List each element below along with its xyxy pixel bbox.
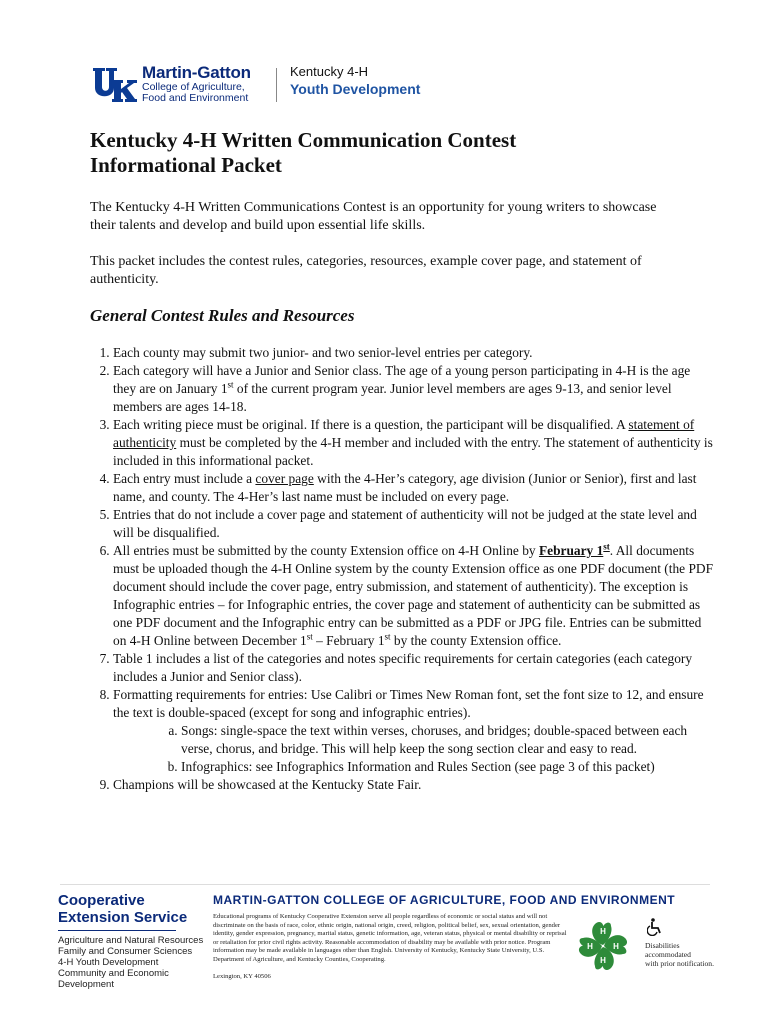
rules-list [90,344,713,794]
rule-2-sup: st [227,379,234,390]
statement-of-authenticity-link[interactable]: statement of authenticity [113,417,695,450]
footer-location: Lexington, KY 40506 [213,972,271,980]
rule-9-text: Champions will be showcased at the Kentucky State Fair. [113,777,422,792]
rule-6-text-a: All entries must be submitted by the county Extension office on 4-H Online by [113,543,539,558]
uk-logo-icon [92,66,138,104]
rule-6-sup1: st [306,631,313,642]
ces-rule [58,930,176,931]
rule-item [113,686,713,776]
svg-text:H: H [600,956,606,965]
wheelchair-icon [647,918,663,936]
footer-divider [60,884,710,885]
ces-line2: Extension Service [58,909,188,926]
unit-item: Agriculture and Natural Resources [58,935,204,946]
program-line2: Youth Development [290,81,421,97]
access-line3: with prior notification. [645,959,714,968]
header-divider [276,68,277,102]
ces-line1: Cooperative [58,892,145,909]
rule-8-text: Formatting requirements for entries: Use Calibri or Times New Roman font, set the font size to 12, and ensure the text is double-spaced (except for song and infographic entries). [113,687,704,720]
rule-item [113,416,713,470]
sub-rule-item [181,758,713,776]
college-name: Martin-Gatton [142,63,251,82]
college-banner: MARTIN-GATTON COLLEGE OF AGRICULTURE, FOOD AND ENVIRONMENT [213,893,676,907]
access-line2: accommodated [645,950,691,959]
rule-item [113,344,713,362]
college-sub1: College of Agriculture, [142,81,245,93]
access-line1: Disabilities [645,941,680,950]
rule-6-text-c: – February 1 [312,633,385,648]
section-title: General Contest Rules and Resources [90,306,355,325]
rule-item [113,650,713,686]
rule-4-text-b: with the 4-Her’s category, age division (Junior or Senior), first and last name, and county. The 4-Her’s last name must be included on every page. [113,471,697,504]
rule-3-text-a: Each writing piece must be original. If there is a question, the participant will be disqualified. A [113,417,629,432]
rule-3-text-b: must be completed by the 4-H member and included with the entry. The statement of authenticity is included in this informational packet. [113,435,713,468]
rule-8a-text: Songs: single-space the text within verses, choruses, and bridges; double-spaced between each verse, chorus, and bridge. This will help keep the song section clear and easy to read. [181,723,688,756]
rule-7-text: Table 1 includes a list of the categories and notes specific requirements for certain categories (each category includes a Junior and Senior class). [113,651,693,684]
cover-page-link[interactable]: cover page [255,471,314,486]
cooperative-extension-block [58,892,208,990]
page-header [92,64,512,108]
4h-clover-icon [575,918,631,974]
rule-1-text: Each county may submit two junior- and two senior-level entries per category. [113,345,533,360]
deadline-sup: st [603,541,610,552]
rule-6-text-b: . All documents must be uploaded though the 4-H Online system by the county Extension office as one PDF document (the PDF document should include the cover page, entry submission, and statement of authenticity). The exception is Infographic entries – for Infographic entries, the cover page and statement of authenticity can be submitted as one PDF document and the Infographic entry can be submitted as a PDF or JPG file. Entries can be submitted on 4-H Online between December 1 [113,543,714,648]
rule-item [113,506,713,542]
program-line1: Kentucky 4-H [290,64,369,79]
rule-6-sup2: st [384,631,391,642]
rule-item [113,470,713,506]
rule-6-text-d: by the county Extension office. [390,633,562,648]
program-block [290,64,420,98]
unit-item: Community and Economic Development [58,968,169,990]
rule-2-text-a: Each category will have a Junior and Senior class. The age of a young person participating in 4-H is the age they are on January 1 [113,363,691,396]
unit-item: Family and Consumer Sciences [58,946,193,957]
page-title [90,128,690,178]
title-line2: Informational Packet [90,153,282,177]
deadline-date: February 1 [538,543,604,558]
rule-8b-text: Infographics: see Infographics Information and Rules Section (see page 3 of this packet) [181,759,655,774]
rule-item [113,776,713,794]
unit-item: 4-H Youth Development [58,957,159,968]
svg-text:H: H [587,942,593,951]
nondiscrimination-statement: Educational programs of Kentucky Cooperative Extension serve all people regardless of economic or social status and will not discriminate on the basis of race, color, ethnic origin, national origin, creed, religion, political belief, sex, sexual orientation, gender identity, gender expression, pregnancy, marital status, genetic information, age, veteran status, physical or mental disability or reprisal or retaliation for prior civil rights activity. Reasonable accommodation of disability may be available with prior notice. Program information may be made available in languages other than English. University of Kentucky, Kentucky State University, U.S. Department of Agriculture, and Kentucky Counties, Cooperating. [213,913,567,963]
packet-contents-paragraph: This packet includes the contest rules, categories, resources, example cover page, and statement of authenticity. [90,254,642,287]
rule-4-text-a: Each entry must include a [113,471,256,486]
rule-item [113,362,713,416]
title-line1: Kentucky 4-H Written Communication Contest [90,128,517,152]
college-sub2: Food and Environment [142,92,249,104]
svg-text:H: H [613,942,619,951]
svg-text:H: H [600,927,606,936]
accessibility-note [645,941,725,968]
sub-rule-item [181,722,713,758]
rule-5-text: Entries that do not include a cover page and statement of authenticity will not be judged at the state level and will be disqualified. [113,507,697,540]
formatting-sublist [113,722,713,776]
intro-paragraph: The Kentucky 4-H Written Communications Contest is an opportunity for young writers to showcase their talents and develop and build upon essential life skills. [90,200,657,233]
rule-2-text-b: of the current program year. Junior level members are ages 9-13, and senior level members are ages 14-18. [113,381,672,414]
rule-item [113,542,713,650]
